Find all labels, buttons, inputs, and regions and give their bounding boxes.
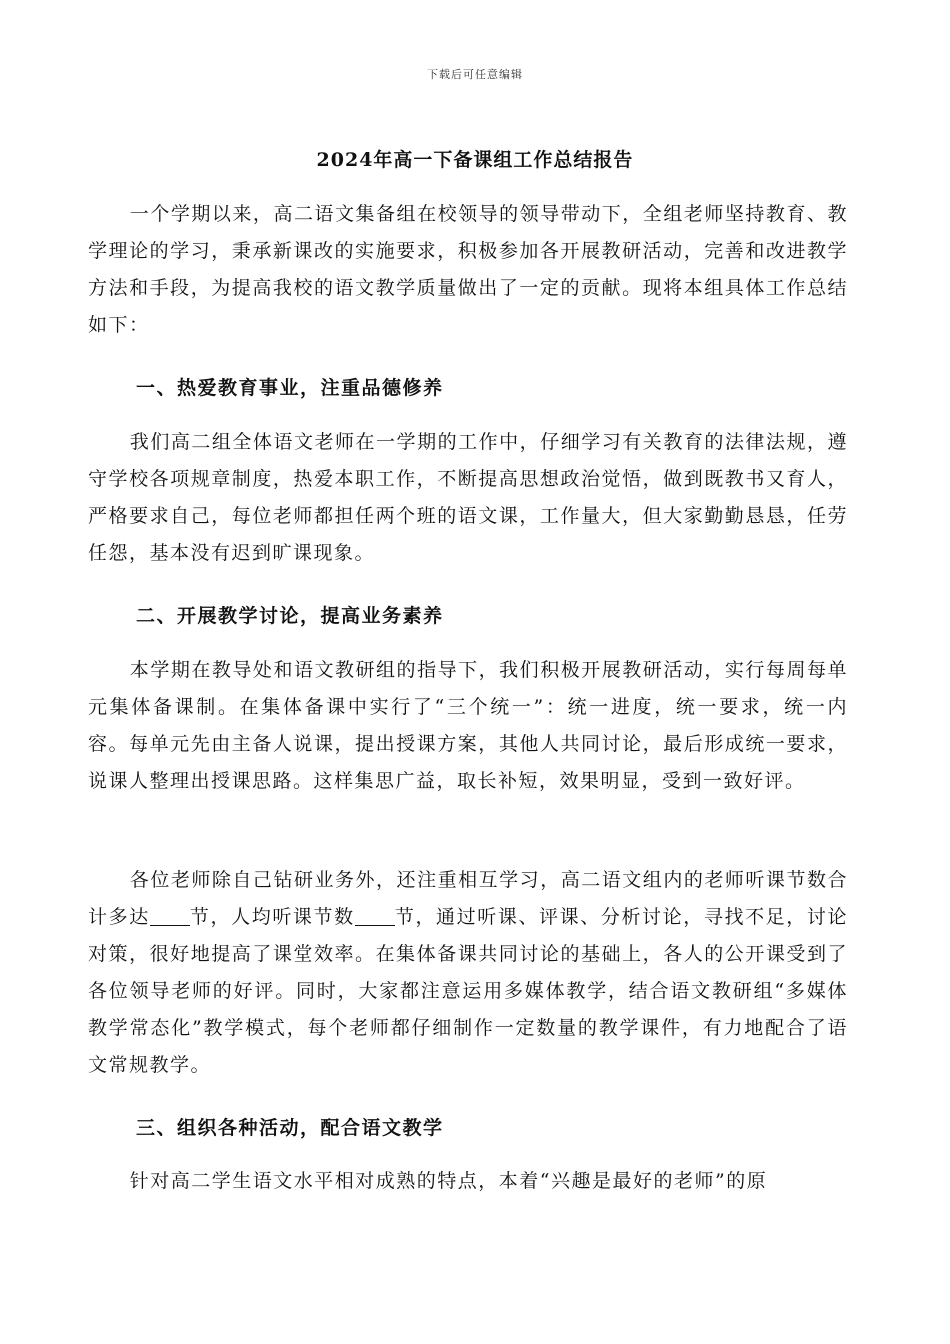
fill-in-blank bbox=[150, 906, 190, 926]
section-2-paragraph-1: 本学期在教导处和语文教研组的指导下，我们积极开展教研活动，实行每周每单元集体备课制。在集体备课中实行了“三个统一”：统一进度，统一要求，统一内容。每单元先由主备人说课，提出授课方案，其他人共同讨论，最后形成统一要求，说课人整理出授课思路。这样集思广益，取长补短，效果明显，受到一致好评。 bbox=[88, 659, 848, 792]
section-1-paragraph: 我们高二组全体语文老师在一学期的工作中，仔细学习有关教育的法律法规，遵守学校各项规章制度，热爱本职工作，不断提高思想政治觉悟，做到既教书又育人，严格要求自己，每位老师都担任两个班的语文课，工作量大，但大家勤勤恳恳，任劳任怨，基本没有迟到旷课现象。 bbox=[88, 431, 848, 564]
section-2-paragraph-2 bbox=[88, 862, 848, 1084]
fill-in-blank bbox=[355, 906, 395, 926]
intro-paragraph: 一个学期以来，高二语文集备组在校领导的领导带动下，全组老师坚持教育、教学理论的学习，秉承新课改的实施要求，积极参加各开展教研活动，完善和改进教学方法和手段，为提高我校的语文教学质量做出了一定的贡献。现将本组具体工作总结如下： bbox=[88, 203, 848, 336]
paragraph-text: 节，人均听课节数 bbox=[189, 906, 355, 928]
document-title: 2024年高一下备课组工作总结报告 bbox=[316, 149, 634, 171]
section-2-heading: 二、开展教学讨论，提高业务素养 bbox=[136, 605, 444, 627]
section-1-heading: 一、热爱教育事业，注重品德修养 bbox=[136, 377, 444, 399]
header-note: 下载后可任意编辑 bbox=[427, 68, 523, 81]
section-3-paragraph: 针对高二学生语文水平相对成熟的特点，本着“兴趣是最好的老师”的原 bbox=[129, 1170, 768, 1192]
paragraph-text: 各位老师除自己钻研业务外，还注重相互学习，高二语文组内的老师听课节数合计多达 bbox=[88, 869, 848, 928]
paragraph-text: 节，通过听课、评课、分析讨论，寻找不足，讨论对策，很好地提高了课堂效率。在集体备课共同讨论的基础上，各人的公开课受到了各位领导老师的好评。同时，大家都注意运用多媒体教学，结合语文教研组“多媒体教学常态化”教学模式，每个老师都仔细制作一定数量的教学课件，有力地配合了语文常规教学。 bbox=[88, 906, 848, 1076]
section-3-heading: 三、组织各种活动，配合语文教学 bbox=[136, 1117, 444, 1139]
